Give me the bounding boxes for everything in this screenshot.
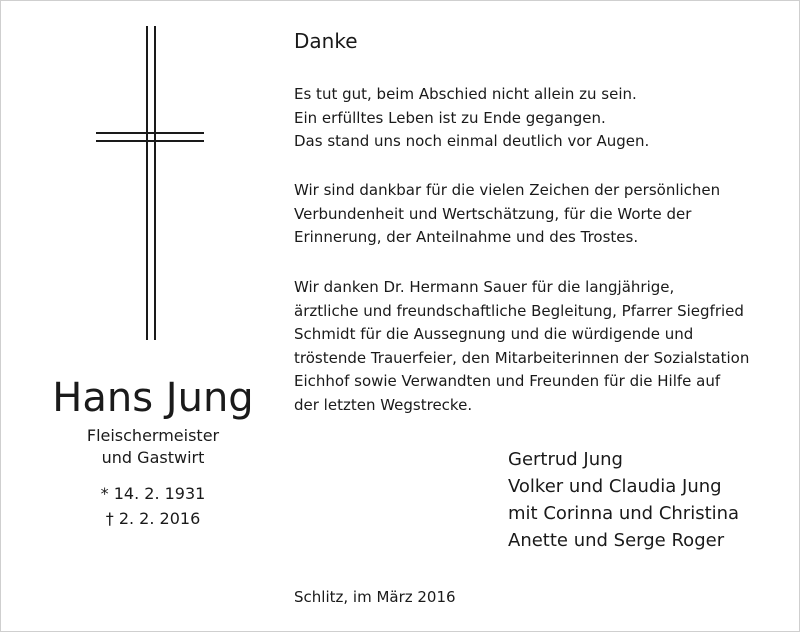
text-line: Ein erfülltes Leben ist zu Ende gegangen.: [294, 108, 606, 127]
life-dates: [40, 481, 266, 531]
place-date: Schlitz, im März 2016: [294, 588, 456, 606]
paragraph-2: [294, 179, 794, 250]
signers: [508, 446, 739, 554]
text-line: Eichhof sowie Verwandten und Freunden für die Hilfe auf: [294, 372, 721, 391]
deceased-name: Hans Jung: [52, 375, 254, 421]
text-line: Schmidt für die Aussegnung und die würdigende und: [294, 325, 694, 344]
signer: Anette und Serge Roger: [508, 530, 725, 551]
text-line: Verbundenheit und Wertschätzung, für die Worte der: [294, 204, 692, 223]
text-line: tröstende Trauerfeier, den Mitarbeiterinnen der Sozialstation: [294, 348, 750, 367]
paragraph-3: [294, 276, 794, 418]
text-line: Erinnerung, der Anteilnahme und des Trostes.: [294, 228, 639, 247]
signer: mit Corinna und Christina: [508, 503, 740, 524]
text-line: ärztliche und freundschaftliche Begleitung, Pfarrer Siegfried: [294, 301, 744, 320]
text-line: Es tut gut, beim Abschied nicht allein zu sein.: [294, 85, 637, 103]
signer: Volker und Claudia Jung: [508, 476, 722, 497]
profession-line: und Gastwirt: [101, 448, 205, 467]
text-line: Wir danken Dr. Hermann Sauer für die langjährige,: [294, 278, 675, 296]
text-line: der letzten Wegstrecke.: [294, 395, 473, 414]
text-line: Wir sind dankbar für die vielen Zeichen der persönlichen: [294, 181, 721, 199]
text-line: Das stand uns noch einmal deutlich vor Augen.: [294, 132, 650, 151]
cross-icon: [96, 26, 204, 340]
death-date: † 2. 2. 2016: [105, 509, 201, 528]
heading: Danke: [294, 29, 358, 53]
profession-line: Fleischermeister: [86, 426, 220, 445]
deceased-profession: [40, 425, 266, 469]
signer: Gertrud Jung: [508, 449, 623, 470]
paragraph-1: [294, 83, 794, 154]
birth-date: * 14. 2. 1931: [100, 484, 206, 503]
